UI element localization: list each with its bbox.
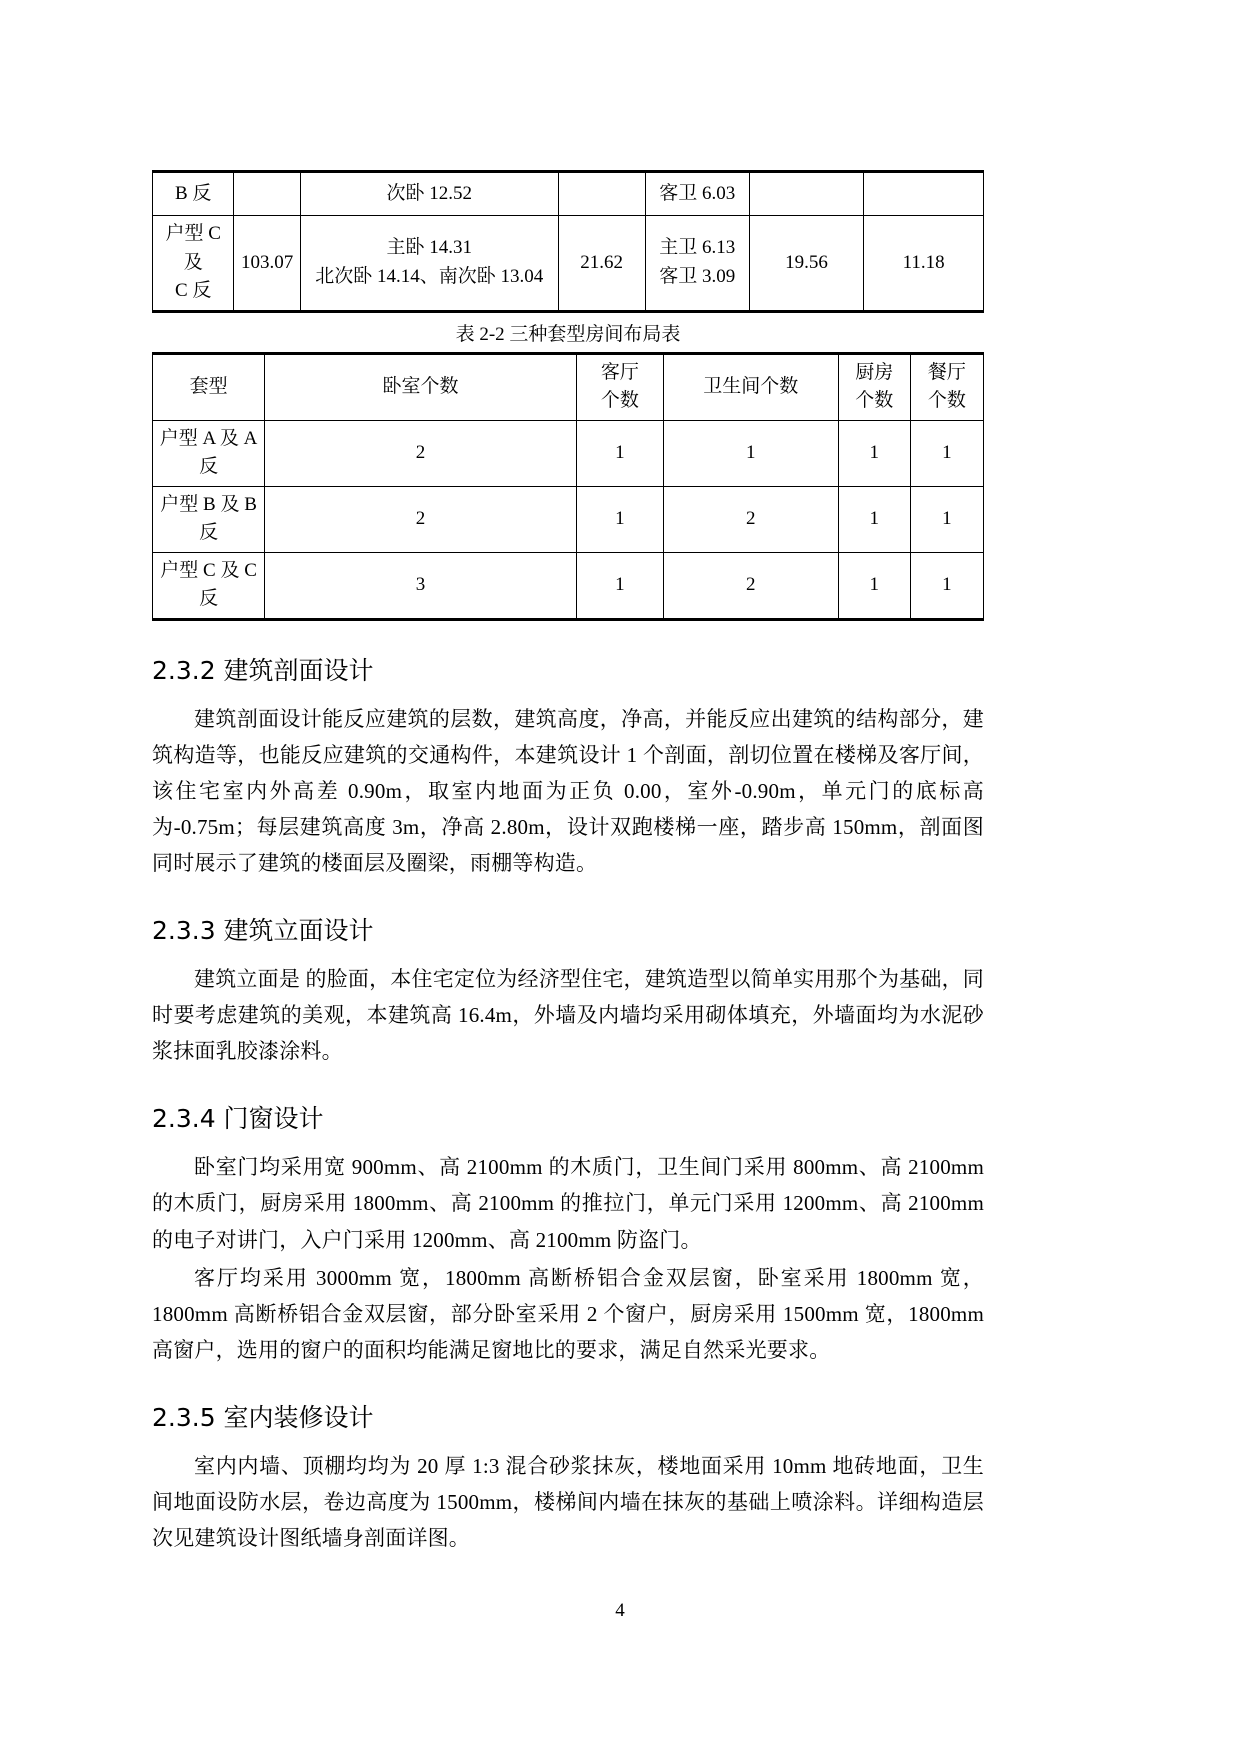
cell-bathrooms: 2 xyxy=(664,552,839,619)
table-2-2-caption: 表 2-2 三种套型房间布局表 xyxy=(455,323,681,345)
section-heading-2-3-5: 2.3.5 室内装修设计 xyxy=(152,1403,374,1433)
cell-unit-type xyxy=(153,216,234,312)
cell-line-2: C 反 xyxy=(175,280,212,301)
section-paragraph-2-3-5: 室内内墙、顶棚均均为 20 厚 1:3 混合砂浆抹灰，楼地面采用 10mm 地砖地面，卫生间地面设防水层，卷边高度为 1500mm，楼梯间内墙在抹灰的基础上喷涂料。详细构造层次见建筑设计图纸墙身剖面详图。 xyxy=(152,1454,984,1551)
header-bathrooms: 卫生间个数 xyxy=(664,353,839,420)
cell-unit-type xyxy=(153,552,265,619)
table-2-1-continued xyxy=(152,170,984,313)
page-content xyxy=(152,170,984,1558)
cell-unit-type xyxy=(153,420,265,486)
table-2-1-continued-wrapper xyxy=(152,170,984,313)
cell-area: 103.07 xyxy=(234,216,300,312)
table-row xyxy=(153,486,984,552)
cell-area xyxy=(234,172,300,216)
section-paragraph-2-3-4-a: 卧室门均采用宽 900mm、高 2100mm 的木质门，卫生间门采用 800mm、高 2100mm 的木质门，厨房采用 1800mm、高 2100mm 的推拉门，单元门采用 1200mm、高 2100mm 的电子对讲门，入户门采用 1200mm、高 2100mm 防盗门。 xyxy=(152,1155,984,1252)
table-header-row xyxy=(153,353,984,420)
cell-living xyxy=(558,172,645,216)
page-number: 4 xyxy=(615,1600,625,1621)
cell-bathrooms: 2 xyxy=(664,486,839,552)
cell-bedrooms: 2 xyxy=(265,486,577,552)
header-line-1: 客厅 xyxy=(600,361,639,383)
table-2-2-wrapper xyxy=(152,352,984,621)
cell-kitchen: 1 xyxy=(838,486,910,552)
header-unit-type: 套型 xyxy=(153,353,265,420)
section-paragraph-2-3-3: 建筑立面是 的脸面，本住宅定位为经济型住宅，建筑造型以简单实用那个为基础，同时要考虑建筑的美观，本建筑高 16.4m，外墙及内墙均采用砌体填充，外墙面均为水泥砂浆抹面乳胶漆涂料。 xyxy=(152,967,984,1064)
cell-dining: 1 xyxy=(910,552,983,619)
cell-bathrooms: 1 xyxy=(664,420,839,486)
header-bedrooms: 卧室个数 xyxy=(265,353,577,420)
cell-bedrooms: 次卧 12.52 xyxy=(300,172,558,216)
cell-kitchen: 1 xyxy=(838,420,910,486)
header-line-1: 厨房 xyxy=(855,361,894,383)
header-dining xyxy=(910,353,983,420)
cell-bedrooms xyxy=(300,216,558,312)
cell-dining: 1 xyxy=(910,420,983,486)
table-row xyxy=(153,552,984,619)
header-line-1: 餐厅 xyxy=(927,361,966,383)
cell-unit-type xyxy=(153,486,265,552)
cell-line-1: 主卧 14.31 xyxy=(386,237,472,259)
cell-line-1: 户型 C 及 xyxy=(165,223,221,273)
header-kitchen xyxy=(838,353,910,420)
cell-kitchen: 19.56 xyxy=(749,216,864,312)
cell-bathrooms: 客卫 6.03 xyxy=(645,172,749,216)
cell-line-2: 反 xyxy=(199,456,219,477)
cell-dining: 11.18 xyxy=(864,216,984,312)
cell-bedrooms: 2 xyxy=(265,420,577,486)
cell-line-1: 户型 A 及 A xyxy=(159,427,258,449)
cell-living: 1 xyxy=(576,420,663,486)
header-line-2: 个数 xyxy=(927,390,966,411)
cell-living: 1 xyxy=(576,486,663,552)
cell-bathrooms xyxy=(645,216,749,312)
cell-dining: 1 xyxy=(910,486,983,552)
cell-line-2: 北次卧 14.14、南次卧 13.04 xyxy=(315,265,544,287)
section-paragraph-2-3-4-b: 客厅均采用 3000mm 宽，1800mm 高断桥铝合金双层窗，卧室采用 1800mm 宽，1800mm 高断桥铝合金双层窗，部分卧室采用 2 个窗户，厨房采用 1500mm 宽，1800mm 高窗户，选用的窗户的面积均能满足窗地比的要求，满足自然采光要求。 xyxy=(152,1265,984,1362)
table-row xyxy=(153,172,984,216)
table-2-2 xyxy=(152,352,984,621)
cell-line-2: 客卫 3.09 xyxy=(659,265,736,287)
cell-kitchen xyxy=(749,172,864,216)
cell-living: 21.62 xyxy=(558,216,645,312)
cell-unit-type: B 反 xyxy=(153,172,234,216)
cell-line-2: 反 xyxy=(199,588,219,609)
section-heading-2-3-4: 2.3.4 门窗设计 xyxy=(152,1104,324,1134)
cell-kitchen: 1 xyxy=(838,552,910,619)
cell-line-2: 反 xyxy=(199,522,219,543)
header-line-2: 个数 xyxy=(855,390,894,411)
header-living xyxy=(576,353,663,420)
cell-living: 1 xyxy=(576,552,663,619)
cell-dining xyxy=(864,172,984,216)
cell-line-1: 户型 C 及 C xyxy=(160,559,257,581)
section-heading-2-3-2: 2.3.2 建筑剖面设计 xyxy=(152,655,374,685)
cell-bedrooms: 3 xyxy=(265,552,577,619)
section-paragraph-2-3-2: 建筑剖面设计能反应建筑的层数，建筑高度，净高，并能反应出建筑的结构部分，建筑构造等，也能反应建筑的交通构件，本建筑设计 1 个剖面，剖切位置在楼梯及客厅间，该住宅室内外高差 0.90m，取室内地面为正负 0.00，室外-0.90m，单元门的底标高为-0.75m；每层建筑高度 3m，净高 2.80m，设计双跑楼梯一座，踏步高 150mm，剖面图同时展示了建筑的楼面层及圈梁，雨棚等构造。 xyxy=(152,706,984,875)
table-row xyxy=(153,216,984,312)
header-line-2: 个数 xyxy=(600,390,639,411)
cell-line-1: 主卫 6.13 xyxy=(659,237,736,259)
cell-line-1: 户型 B 及 B xyxy=(160,493,257,515)
section-heading-2-3-3: 2.3.3 建筑立面设计 xyxy=(152,916,374,946)
table-row xyxy=(153,420,984,486)
